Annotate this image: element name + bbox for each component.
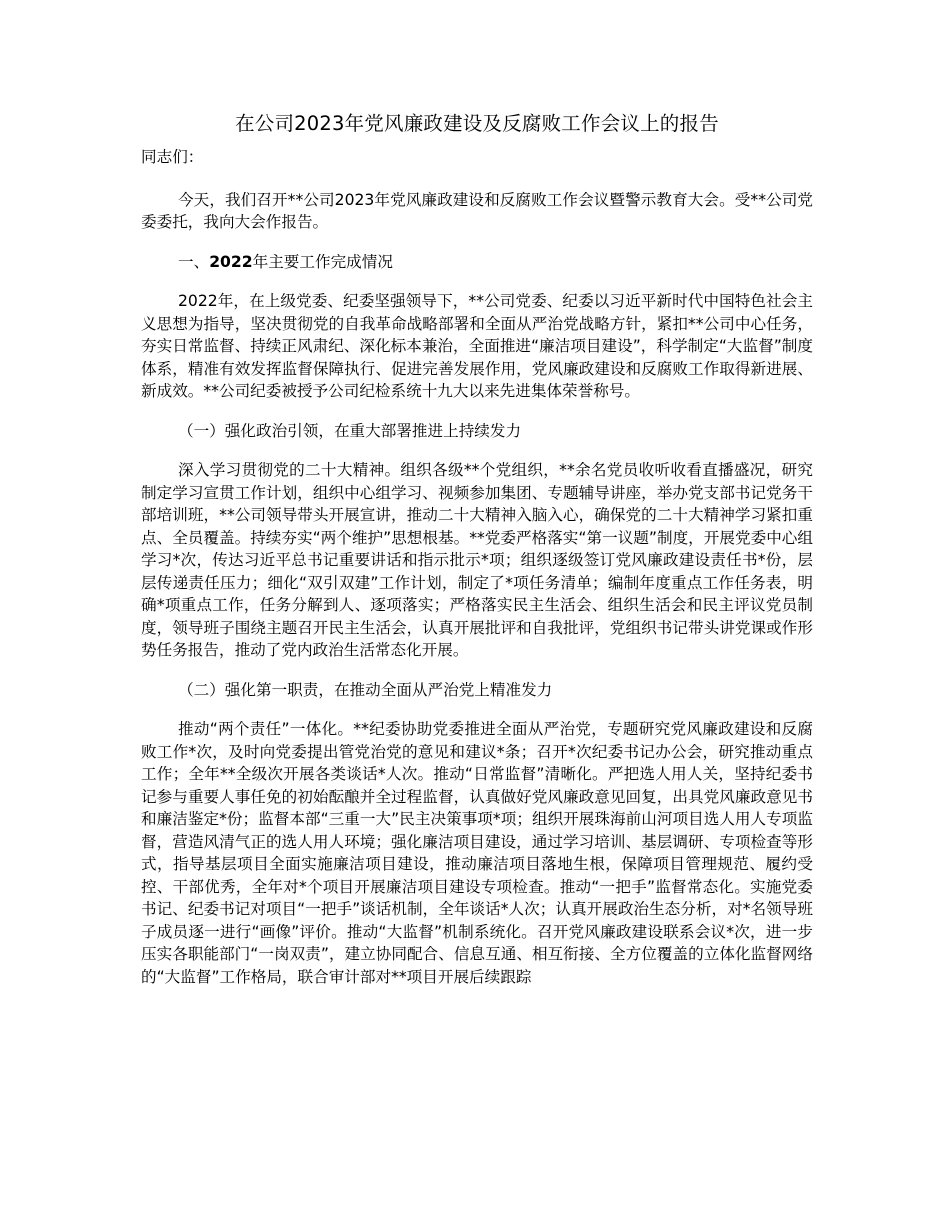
- subsection-heading-1: （一）强化政治引领，在重大部署推进上持续发力: [178, 421, 522, 440]
- section-heading-prefix: 一、: [178, 252, 210, 271]
- section-heading-1: [141, 251, 813, 274]
- intro-paragraph: 今天，我们召开**公司2023年党风廉政建设和反腐败工作会议暨警示教育大会。受**公司党委委托，我向大会作报告。: [141, 190, 813, 231]
- subsection-1-body: 深入学习贯彻党的二十大精神。组织各级**个党组织，**余名党员收听收看直播盛况，研究制定学习宣贯工作计划，组织中心组学习、视频参加集团、专题辅导讲座，举办党支部书记党务干部培训班，**公司领导带头开展宣讲，推动二十大精神入脑入心，确保党的二十大精神学习紧扣重点、全员覆盖。持续夯实“两个维护”思想根基。**党委严格落实“第一议题”制度，开展党委中心组学习*次，传达习近平总书记重要讲话和指示批示*项；组织逐级签订党风廉政建设责任书*份，层层传递责任压力；细化“双引双建”工作计划，制定了*项任务清单；编制年度重点工作任务表，明确*项重点工作，任务分解到人、逐项落实；严格落实民主生活会、组织生活会和民主评议党员制度，领导班子围绕主题召开民主生活会，认真开展批评和自我批评，党组织书记带头讲党课或作形势任务报告，推动了党内政治生活常态化开展。: [141, 461, 813, 659]
- document-page: [141, 108, 813, 988]
- subsection-heading-2: （二）强化第一职责，在推动全面从严治党上精准发力: [178, 680, 553, 699]
- salutation: 同志们：: [141, 148, 204, 166]
- section-heading-text: 年主要工作完成情况: [252, 252, 393, 271]
- subsection-2-body: 推动“两个责任”一体化。**纪委协助党委推进全面从严治党，专题研究党风廉政建设和反腐败工作*次，及时向党委提出管党治党的意见和建议*条；召开*次纪委书记办公会，研究推动重点工作；全年**全级次开展各类谈话*人次。推动“日常监督”清晰化。严把选人用人关，坚持纪委书记参与重要人事任免的初始酝酿并全过程监督，认真做好党风廉政意见回复，出具党风廉政意见书和廉洁鉴定*份；监督本部“三重一大”民主决策事项*项；组织开展珠海前山河项目选人用人专项监督，营造风清气正的选人用人环境；强化廉洁项目建设，通过学习培训、基层调研、专项检查等形式，指导基层项目全面实施廉洁项目建设，推动廉洁项目落地生根，保障项目管理规范、履约受控、干部优秀，全年对*个项目开展廉洁项目建设专项检查。推动“一把手”监督常态化。实施党委书记、纪委书记对项目“一把手”谈话机制，全年谈话*人次；认真开展政治生态分析，对*名领导班子成员逐一进行“画像”评价。推动“大监督”机制系统化。召开党风廉政建设联系会议*次，进一步压实各职能部门“一岗双责”，建立协同配合、信息互通、相互衔接、全方位覆盖的立体化监督网络的“大监督”工作格局，联合审计部对**项目开展后续跟踪: [141, 720, 813, 986]
- summary-paragraph: 2022年，在上级党委、纪委坚强领导下，**公司党委、纪委以习近平新时代中国特色社会主义思想为指导，坚决贯彻党的自我革命战略部署和全面从严治党战略方针，紧扣**公司中心任务，夯实日常监督、持续正风肃纪、深化标本兼治，全面推进“廉洁项目建设”，科学制定“大监督”制度体系，精准有效发挥监督保障执行、促进完善发展作用，党风廉政建设和反腐败工作取得新进展、新成效。**公司纪委被授予公司纪检系统十九大以来先进集体荣誉称号。: [141, 292, 813, 400]
- document-title: 在公司2023年党风廉政建设及反腐败工作会议上的报告: [235, 112, 719, 135]
- section-heading-year: 2022: [209, 252, 253, 271]
